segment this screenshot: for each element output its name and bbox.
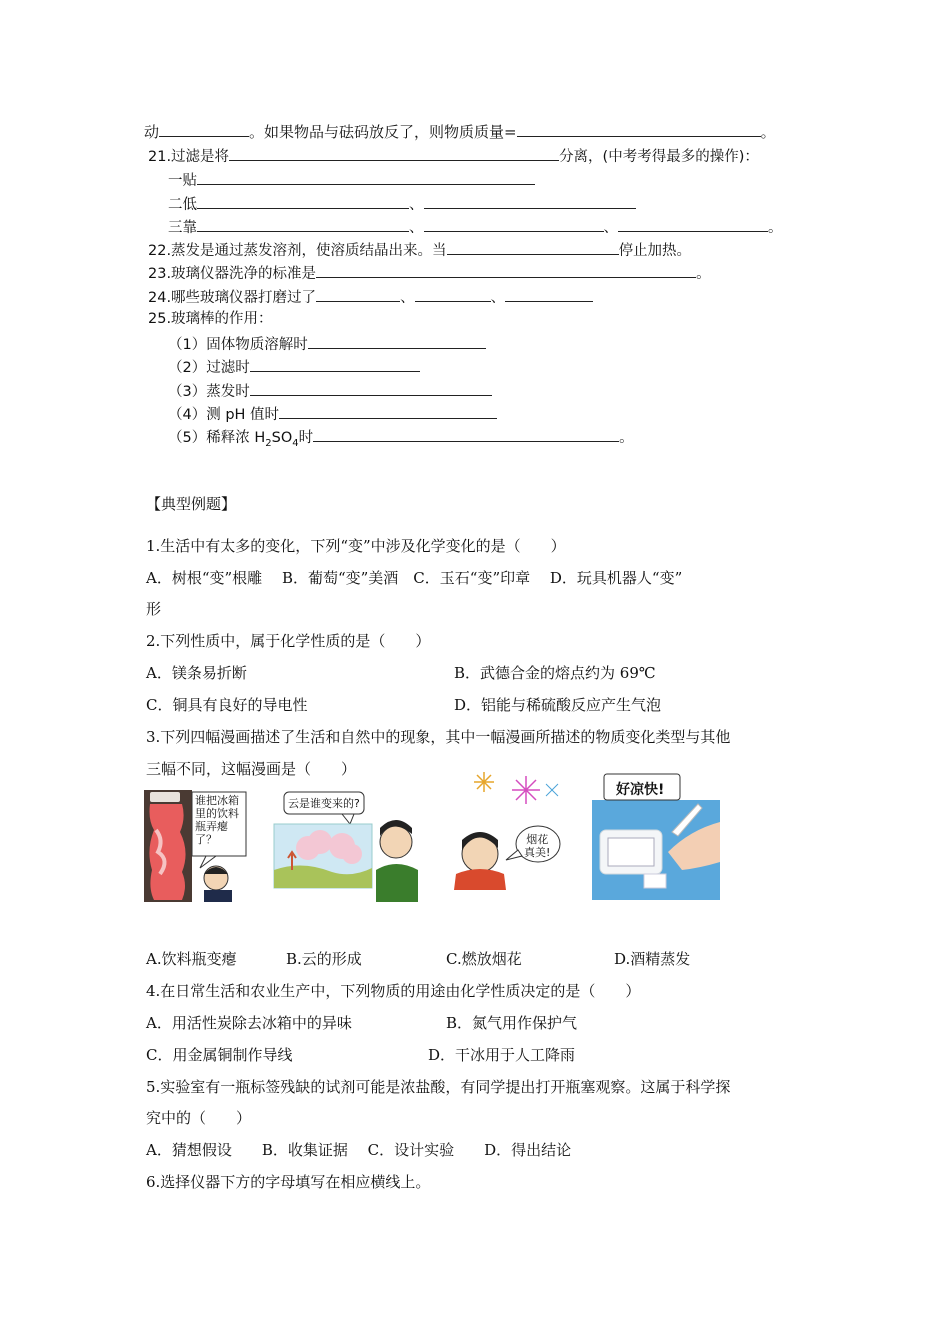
blank — [415, 286, 491, 302]
q2-option-c: C．铜具有良好的导电性 — [146, 696, 308, 714]
blank — [197, 216, 409, 232]
line-balance: 动 。如果物品与砝码放反了，则物质质量= 。 — [144, 123, 776, 141]
blank — [197, 193, 409, 209]
q21-line: 21.过滤是将 分离，(中考考得最多的操作)： — [148, 145, 759, 167]
q25-5: （5）稀释浓 $H_2SO_4$时 。 — [168, 426, 634, 454]
q5-stem-2: 究中的（ ） — [146, 1109, 252, 1127]
blank — [229, 145, 559, 161]
q3-option-a: A.饮料瓶变瘪 — [146, 950, 237, 968]
q1-options: A．树根“变”根雕 B．葡萄“变”美酒 C．玉石“变”印章 D．玩具机器人“变” — [146, 569, 683, 587]
firework-speech: 烟花 真美! — [524, 833, 551, 859]
q1-stem: 1.生活中有太多的变化，下列“变”中涉及化学变化的是（ ） — [146, 537, 566, 555]
blank — [424, 216, 604, 232]
q6-stem: 6.选择仪器下方的字母填写在相应横线上。 — [146, 1173, 431, 1191]
q4-option-a: A．用活性炭除去冰箱中的异味 — [146, 1014, 352, 1032]
q25-1: （1）固体物质溶解时 — [168, 333, 486, 355]
q2-stem: 2.下列性质中，属于化学性质的是（ ） — [146, 632, 431, 650]
q3-option-c: C.燃放烟花 — [446, 950, 522, 968]
q3-stem-2: 三幅不同，这幅漫画是（ ） — [146, 760, 357, 778]
q1-options-cont: 形 — [146, 600, 162, 618]
q4-stem: 4.在日常生活和农业生产中，下列物质的用途由化学性质决定的是（ ） — [146, 982, 641, 1000]
q22-line: 22.蒸发是通过蒸发溶剂，使溶质结晶出来。当 停止加热。 — [148, 239, 691, 261]
q2-option-d: D．铝能与稀硫酸反应产生气泡 — [454, 696, 662, 714]
q25-3: （3）蒸发时 — [168, 380, 492, 402]
blank — [250, 380, 492, 396]
fireworks-illustration — [444, 766, 564, 890]
q3-option-d: D.酒精蒸发 — [614, 950, 691, 968]
bottle-speech: 谁把冰箱 里的饮料 瓶弄瘪 了？ — [195, 794, 239, 846]
blank — [313, 426, 619, 442]
q2-option-a: A．镁条易折断 — [146, 664, 247, 682]
blank — [517, 121, 761, 137]
q23-line: 23.玻璃仪器洗净的标准是 。 — [148, 262, 711, 284]
q4-option-d: D．干冰用于人工降雨 — [428, 1046, 576, 1064]
q4-option-c: C．用金属铜制作导线 — [146, 1046, 293, 1064]
cartoon-clouds — [272, 790, 420, 902]
q21-erdi: 二低 、 — [168, 193, 636, 215]
cartoon-fireworks — [444, 766, 564, 890]
q3-option-b: B.云的形成 — [286, 950, 362, 968]
q25-2: （2）过滤时 — [168, 356, 420, 378]
cartoon-alcohol — [588, 772, 720, 900]
blank — [424, 193, 636, 209]
q25-4: （4）测 pH 值时 — [168, 403, 497, 425]
q3-stem-1: 3.下列四幅漫画描述了生活和自然中的现象，其中一幅漫画所描述的物质变化类型与其他 — [146, 728, 731, 746]
blank — [197, 169, 535, 185]
q21-yitie: 一贴 — [168, 169, 535, 191]
blank — [316, 262, 696, 278]
blank — [308, 333, 486, 349]
cool-speech: 好凉快! — [616, 782, 665, 798]
q4-option-b: B．氮气用作保护气 — [446, 1014, 578, 1032]
cartoon-bottle — [144, 790, 248, 902]
q5-options: A．猜想假设 B．收集证据 C．设计实验 D．得出结论 — [146, 1141, 572, 1159]
blank — [447, 239, 619, 255]
q5-stem-1: 5.实验室有一瓶标签残缺的试剂可能是浓盐酸，有同学提出打开瓶塞观察。这属于科学探 — [146, 1078, 731, 1096]
blank — [618, 216, 768, 232]
q21-sankao: 三靠 、 、 。 — [168, 216, 783, 238]
blank — [279, 403, 497, 419]
blank — [505, 286, 593, 302]
q2-option-b: B．武德合金的熔点约为 69℃ — [454, 664, 656, 682]
q25-line: 25.玻璃棒的作用： — [148, 311, 273, 327]
blank — [159, 121, 249, 137]
q24-line: 24.哪些玻璃仪器打磨过了 、 、 — [148, 286, 593, 308]
blank — [250, 356, 420, 372]
section-heading: 【典型例题】 — [146, 495, 237, 513]
cloud-speech: 云是谁变来的? — [288, 797, 360, 810]
blank — [316, 286, 400, 302]
